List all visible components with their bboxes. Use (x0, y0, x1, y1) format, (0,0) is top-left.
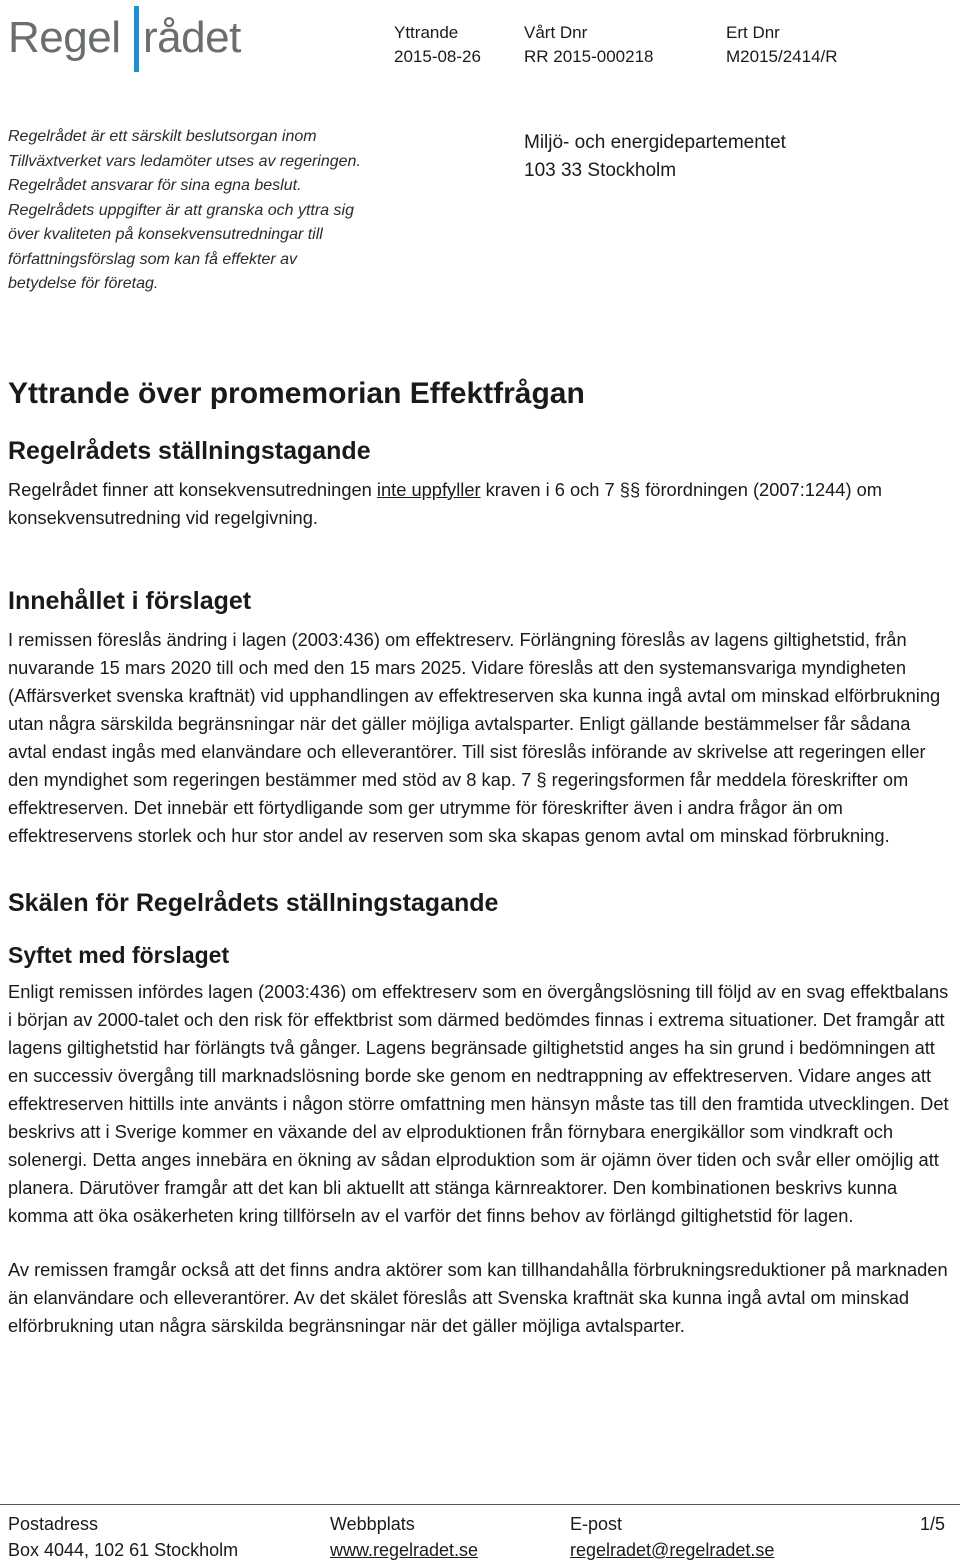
recipient-name: Miljö- och energidepartementet (524, 132, 786, 153)
page-footer (0, 1504, 960, 1563)
page-number: 1/5 (920, 1514, 946, 1534)
footer-email-label: E-post (570, 1514, 623, 1534)
logo-text-right: rådet (143, 13, 241, 62)
reasons-heading: Skälen för Regelrådets ställningstagande (8, 889, 499, 917)
footer-address-value: Box 4044, 102 61 Stockholm (8, 1540, 239, 1560)
our-ref-value: RR 2015-000218 (524, 47, 654, 66)
meta-your-reference (726, 21, 838, 69)
meta-our-reference (524, 21, 653, 69)
intro-line: Regelrådet är ett särskilt beslutsorgan inom (8, 128, 317, 145)
footer-address (8, 1511, 238, 1563)
stance-emphasis: inte uppfyller (376, 479, 481, 500)
purpose-paragraph-1: Enligt remissen infördes lagen (2003:436) om effektreserv som en övergångslösning till följd av en svag effektbalans i början av 2000-talet och den risk för effektbrist som därmed bedömdes finnas i extrema situationer. Det framgår att lagens giltighetstid har förlängts två gånger. Lagens begränsade giltighetstid anges ha sin grund i bedömningen att en successiv övergång till marknadslösning borde ske genom en nedtrappning av effektreserven. Vidare anges att effektreserven hittills inte använts i någon större omfattning men hänsyn måste tas till den framtida utvecklingen. Det beskrivs att i Sverige kommer en växande del av elproduktionen från förnybara energikällor som vindkraft och solenergi. Detta anges innebära en ökning av sådan elproduktion som är ojämn över tiden och svår eller omöjlig att planera. Därutöver framgår att det kan bli aktuellt att stänga kärnreaktorer. Den kombinationen beskrivs kunna komma att öka osäkerheten kring tillförseln av el varför det finns behov av förlängd giltighetstid för lagen. (8, 981, 949, 1226)
content-paragraph: I remissen föreslås ändring i lagen (2003:436) om effektreserv. Förlängning föreslås av lagens giltighetstid, från nuvarande 15 mars 2020 till och med den 15 mars 2025. Vidare föreslås att den systemansvariga myndigheten (Affärsverket svenska kraftnät) vid upphandlingen av effektreserven ska kunna ingå avtal om minskad elförbrukning utan några särskilda begränsningar när det gäller möjliga avtalsparter. Enligt gällande bestämmelser får sådana avtal endast ingås med elanvändare och elleverantörer. Till sist föreslås införande av skrivelse att regeringen eller den myndighet som regeringen bestämmer med stöd av 8 kap. 7 § regeringsformen får meddela föreskrifter om effektreserven. Det innebär ett förtydligande som ger utrymme för föreskrifter även i andra frågor än om effektreservens storlek och hur stor andel av reserven som ska skapas genom avtal om minskad förbrukning. (8, 629, 941, 846)
footer-email (570, 1511, 774, 1563)
your-ref-value: M2015/2414/R (726, 47, 838, 66)
document-body (8, 370, 952, 1340)
intro-line: betydelse för företag. (8, 275, 159, 292)
purpose-paragraph-2: Av remissen framgår också att det finns andra aktörer som kan tillhandahålla förbrukningsreduktioner på marknaden än elanvändare och elleverantörer. Av det skälet föreslås att Svenska kraftnät ska kunna ingå avtal om minskad elförbrukning utan några särskilda begränsningar när det gäller möjliga avtalsparter. (8, 1259, 948, 1336)
our-ref-label: Vårt Dnr (524, 23, 588, 42)
purpose-subheading: Syftet med förslaget (8, 942, 230, 968)
footer-address-label: Postadress (8, 1514, 99, 1534)
intro-line: Tillväxtverket vars ledamöter utses av regeringen. (8, 152, 361, 170)
content-heading: Innehållet i förslaget (8, 587, 252, 615)
regelradet-logo (8, 4, 258, 74)
recipient-postal: 103 33 Stockholm (524, 160, 677, 181)
intro-line: Regelrådets uppgifter är att granska och yttra sig (8, 201, 354, 219)
stance-text-after: kraven i 6 och 7 §§ förordningen (2007:1244) om konsekvensutredning vid regelgivning. (8, 479, 883, 528)
footer-website (330, 1511, 478, 1563)
intro-line: författningsförslag som kan få effekter av (8, 250, 298, 268)
intro-line: över kvaliteten på konsekvensutredningar till (8, 226, 323, 243)
stance-text-before: Regelrådet finner att konsekvensutredningen (8, 479, 377, 500)
logo-text-left: Regel (8, 13, 121, 62)
stance-heading: Regelrådets ställningstagande (8, 437, 371, 465)
doc-type-label: Yttrande (394, 23, 459, 42)
footer-website-link[interactable]: www.regelradet.se (330, 1540, 479, 1560)
footer-email-link[interactable]: regelradet@regelradet.se (570, 1540, 775, 1560)
recipient-address (524, 129, 786, 185)
intro-description (8, 125, 388, 297)
stance-paragraph (8, 476, 952, 532)
intro-line: Regelrådet ansvarar för sina egna beslut. (8, 177, 302, 194)
document-title: Yttrande över promemorian Effektfrågan (8, 377, 585, 410)
logo-divider-bar (134, 6, 139, 72)
doc-date: 2015-08-26 (394, 47, 481, 66)
footer-web-label: Webbplats (330, 1514, 415, 1534)
your-ref-label: Ert Dnr (726, 23, 780, 42)
meta-document-type (394, 21, 481, 69)
